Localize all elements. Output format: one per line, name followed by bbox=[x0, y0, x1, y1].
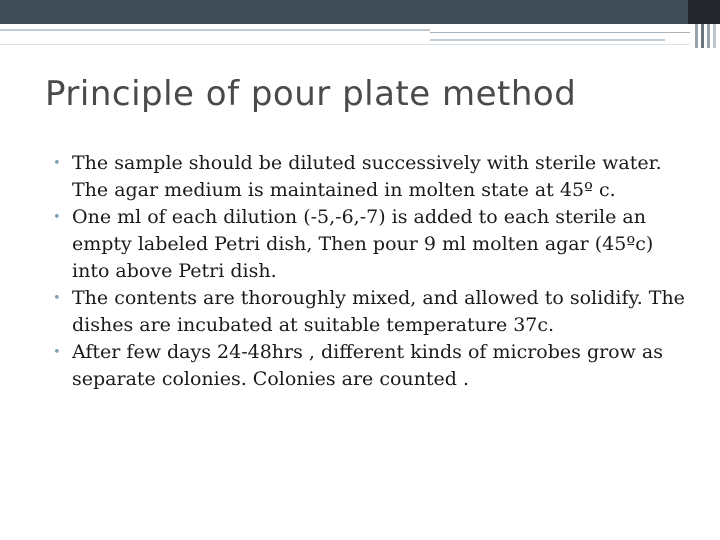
bullet-dot-icon: • bbox=[53, 345, 61, 360]
bullet-item bbox=[0, 339, 692, 393]
bullet-list bbox=[0, 150, 700, 393]
header-band-corner bbox=[688, 0, 720, 24]
header-stripe bbox=[430, 32, 690, 33]
header-stripe bbox=[0, 29, 430, 31]
bullet-text: The contents are thoroughly mixed, and allowed to solidify. The dishes are incubated at suitable temperature 37c. bbox=[72, 287, 685, 336]
header-band bbox=[0, 0, 720, 24]
bullet-item bbox=[0, 150, 692, 204]
header-stripe bbox=[0, 44, 690, 45]
bullet-item bbox=[0, 285, 692, 339]
bullet-text: The sample should be diluted successively with sterile water. The agar medium is maintained in molten state at 45º c. bbox=[72, 152, 662, 201]
bullet-dot-icon: • bbox=[53, 210, 61, 225]
header-decorative-bars bbox=[688, 24, 720, 48]
bullet-item bbox=[0, 204, 692, 285]
bullet-text: After few days 24-48hrs , different kinds of microbes grow as separate colonies. Colonies are counted . bbox=[72, 341, 664, 390]
bullet-text: One ml of each dilution (-5,-6,-7) is added to each sterile an empty labeled Petri dish, Then pour 9 ml molten agar (45ºc) into above Petri dish. bbox=[72, 206, 654, 282]
header-stripe bbox=[430, 39, 665, 41]
bullet-dot-icon: • bbox=[53, 156, 61, 171]
bullet-dot-icon: • bbox=[53, 291, 61, 306]
slide-title: Principle of pour plate method bbox=[45, 74, 577, 114]
